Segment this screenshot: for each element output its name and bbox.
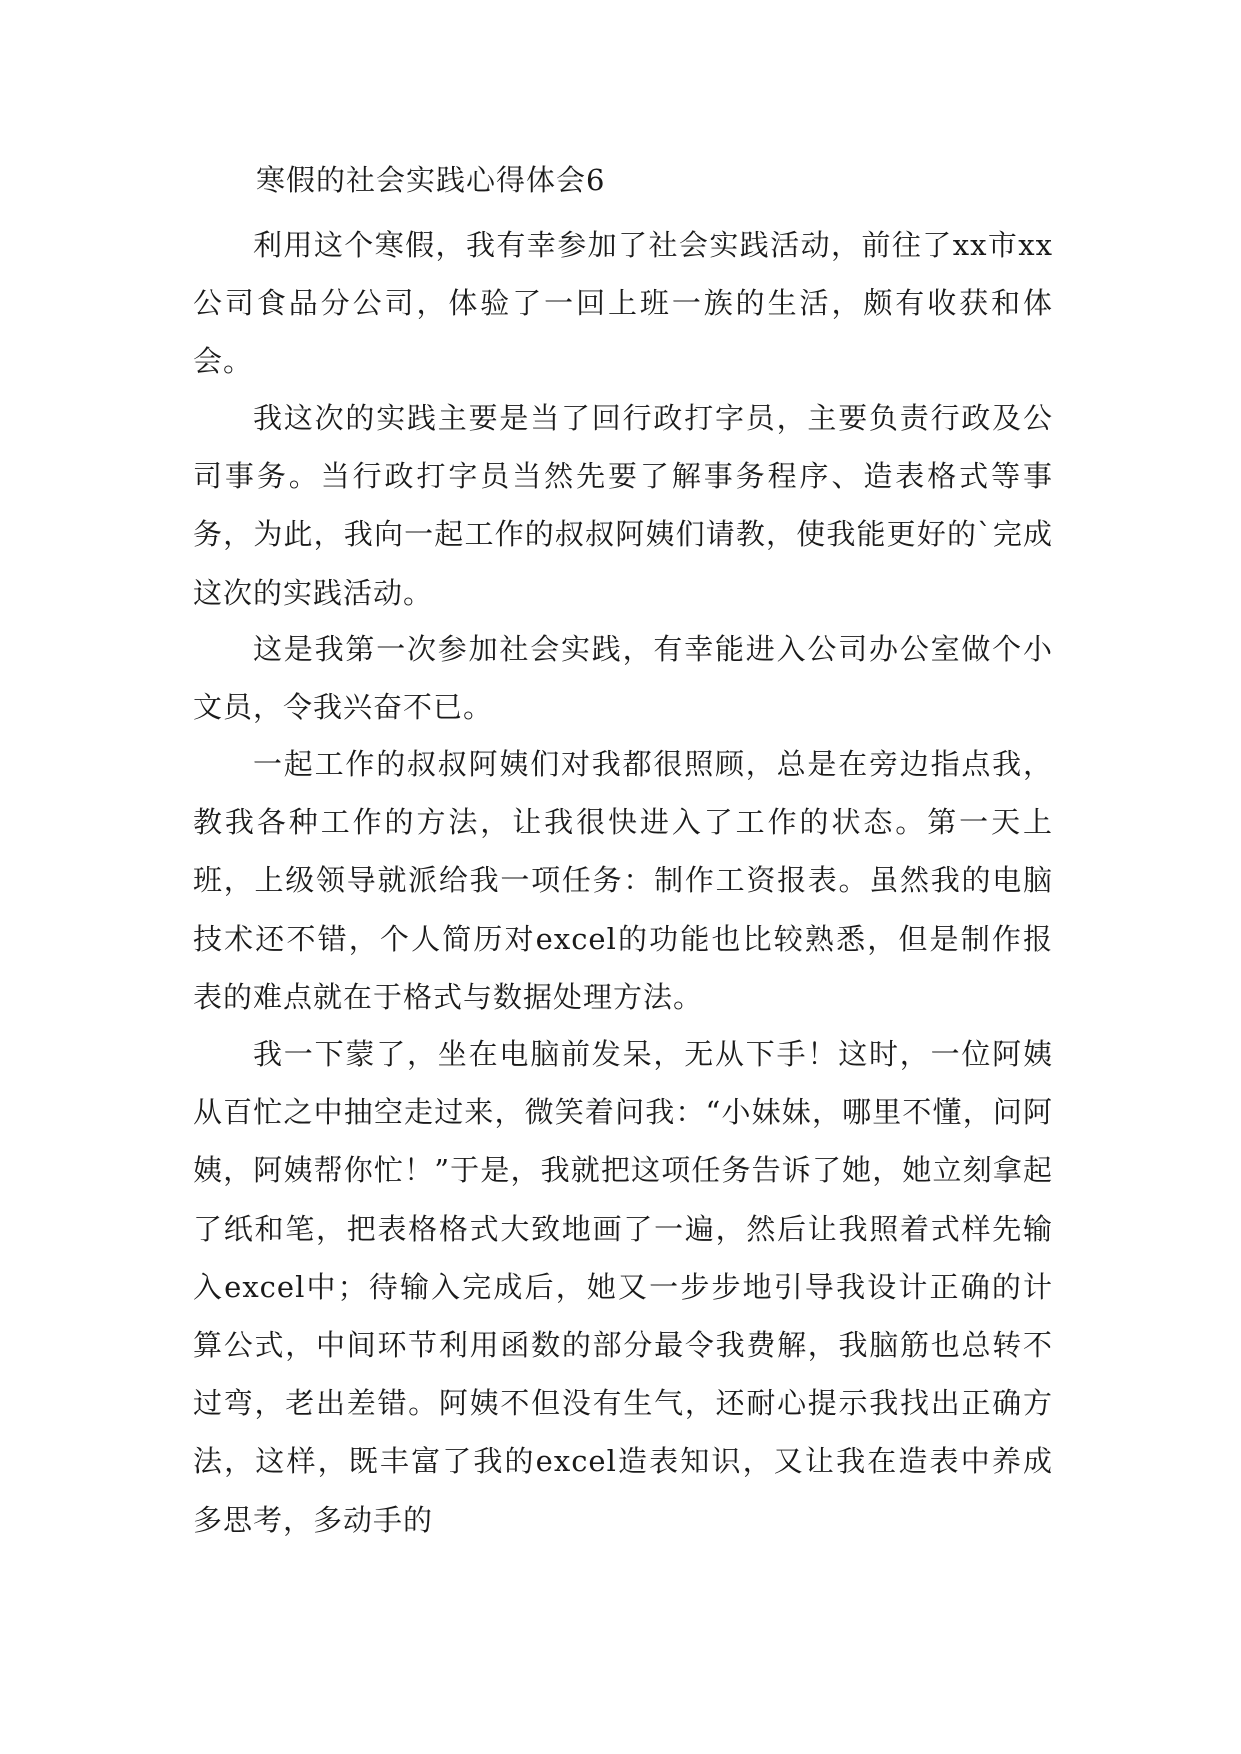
paragraph-3: 这是我第一次参加社会实践，有幸能进入公司办公室做个小文员，令我兴奋不已。 <box>193 632 1053 725</box>
paragraph-2: 我这次的实践主要是当了回行政打字员，主要负责行政及公司事务。当行政打字员当然先要了解事务程序、造表格式等事务，为此，我向一起工作的叔叔阿姨们请教，使我能更好的`完成这次的实践活动。 <box>193 401 1053 610</box>
paragraph-1: 利用这个寒假，我有幸参加了社会实践活动，前往了xx市xx公司食品分公司，体验了一回上班一族的生活，颇有收获和体会。 <box>193 228 1053 379</box>
document-title: 寒假的社会实践心得体会6 <box>256 163 606 197</box>
paragraph-4: 一起工作的叔叔阿姨们对我都很照顾，总是在旁边指点我，教我各种工作的方法，让我很快进入了工作的状态。第一天上班，上级领导就派给我一项任务：制作工资报表。虽然我的电脑技术还不错，个人简历对excel的功能也比较熟悉，但是制作报表的难点就在于格式与数据处理方法。 <box>193 747 1053 1014</box>
paragraph-5: 我一下蒙了，坐在电脑前发呆，无从下手！这时，一位阿姨从百忙之中抽空走过来，微笑着问我：“小妹妹，哪里不懂，问阿姨，阿姨帮你忙！”于是，我就把这项任务告诉了她，她立刻拿起了纸和笔，把表格格式大致地画了一遍，然后让我照着式样先输入excel中；待输入完成后，她又一步步地引导我设计正确的计算公式，中间环节利用函数的部分最令我费解，我脑筋也总转不过弯，老出差错。阿姨不但没有生气，还耐心提示我找出正确方法，这样，既丰富了我的excel造表知识，又让我在造表中养成多思考，多动手的 <box>193 1037 1053 1537</box>
